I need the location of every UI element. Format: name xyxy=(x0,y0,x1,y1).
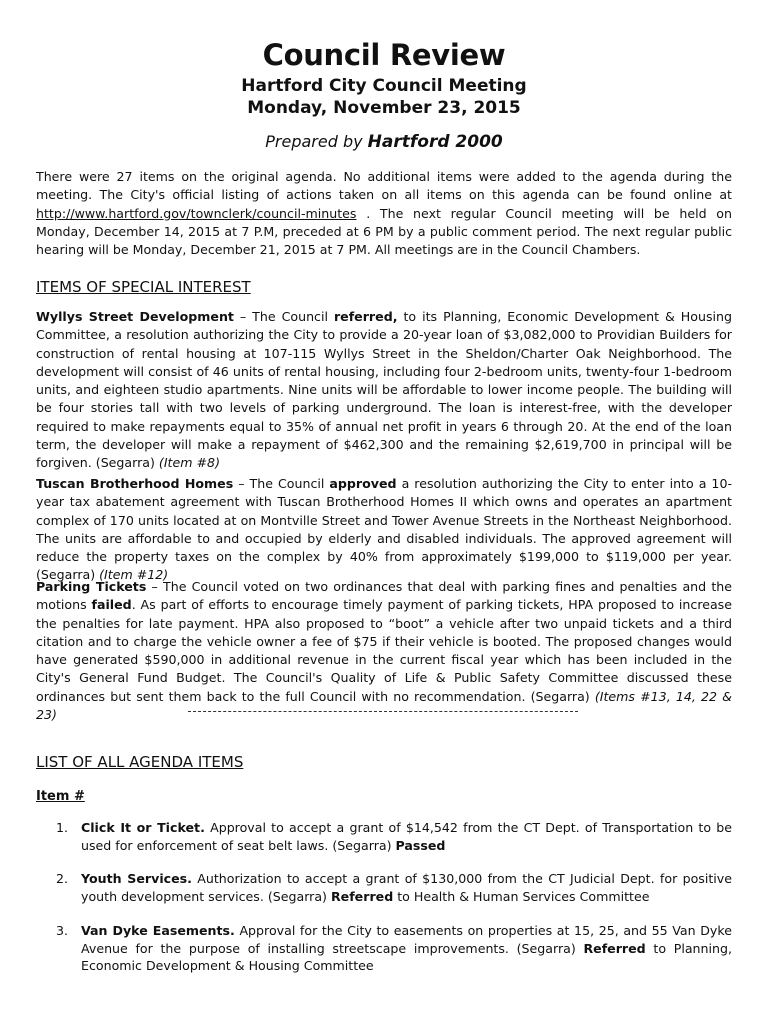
agenda-item-tail: to Health & Human Services Committee xyxy=(393,888,650,904)
page-title: Council Review xyxy=(262,38,506,72)
prepared-by-org: Hartford 2000 xyxy=(367,132,503,152)
agenda-item-action: Passed xyxy=(395,837,446,853)
item-number-subheading: Item # xyxy=(36,789,85,804)
special-item-text: to its Planning, Economic Development & Housing Committee, a resolution authorizing the City to provide a 20-year loan of $3,082,000 to Providian Builders for construction of rental housing at 107-115 Wyllys Street in the Sheldon/Charter Oak Neighborhood. The development will consist of 46 units of rental housing, including four 2-bedroom units, twenty-four 1-bedroom units, and eighteen studio apartments. Nine units will be affordable to lower income people. The building will be four stories tall with two levels of parking underground. The loan is interest-free, with the developer required to make repayments equal to 35% of annual net profit in years 6 through 20. At the end of the loan term, the developer will make a repayment of $462,300 and the remaining $2,619,700 in principal will be forgiven. (Segarra) xyxy=(36,309,732,471)
prepared-by-line xyxy=(0,132,768,152)
council-minutes-link[interactable]: http://www.hartford.gov/townclerk/council-minutes xyxy=(36,205,357,221)
special-item-parking xyxy=(36,578,732,724)
agenda-item xyxy=(56,922,732,975)
special-item-action: referred, xyxy=(333,309,398,324)
agenda-item xyxy=(56,819,732,854)
special-interest-heading: ITEMS OF SPECIAL INTEREST xyxy=(36,278,251,296)
agenda-item-title: Van Dyke Easements. xyxy=(81,923,235,938)
special-item-text: . As part of efforts to encourage timely payment of parking tickets, HPA proposed to increase the penalties for late payment. HPA also proposed to “boot” a vehicle after two unpaid tickets and a third citation and to charge the vehicle owner a fee of $75 if their vehicle is booted. The proposed changes would have generated $590,000 in additional revenue in the current fiscal year which has been included in the City's General Fund Budget. The Council's Quality of Life & Public Safety Committee discussed these ordinances but sent them back to the full Council with no recommendation. (Segarra) xyxy=(36,597,732,704)
special-item-action: failed xyxy=(91,597,132,613)
agenda-item-number: 2. xyxy=(56,871,69,886)
agenda-item-body xyxy=(81,922,732,975)
special-item-text: – The Council xyxy=(233,309,334,324)
agenda-item-action: Referred xyxy=(583,940,646,956)
special-item-wyllys xyxy=(36,308,732,473)
prepared-by-prefix: Prepared by xyxy=(265,132,363,151)
special-item-tuscan xyxy=(36,475,732,585)
agenda-item-number: 3. xyxy=(56,923,69,938)
agenda-item-body xyxy=(81,870,732,905)
intro-paragraph xyxy=(36,168,732,259)
meeting-subtitle: Hartford City Council Meeting xyxy=(241,76,527,96)
special-item-text: a resolution authorizing the City to enter into a 10-year tax abatement agreement with Tuscan Brotherhood Homes II which owns and operates an apartment complex of 170 units located at on Montville Street and Tower Avenue Streets in the Northeast Neighborhood. The units are affordable to and occupied by elderly and disabled individuals. The approved agreement will reduce the property taxes on the complex by 40% from approximately $199,000 to $119,000 per year. (Segarra) xyxy=(36,476,733,583)
special-item-ref: (Item #8) xyxy=(158,455,220,471)
agenda-item-text: Approval for the City to easements on properties at 15, 25, and 55 Van Dyke Avenue for the purpose of installing streetscape improvements. (Segarra) xyxy=(81,923,732,956)
agenda-item-body xyxy=(81,819,732,854)
intro-text-2: . The next regular Council meeting will be held on Monday, December 14, 2015 at 7 P.M, preceded at 6 PM by a public comment period. The next regular public hearing will be Monday, December 21, 2015 at 7 PM. All meetings are in the Council Chambers. xyxy=(36,205,732,258)
special-item-text: – The Council xyxy=(233,476,330,491)
agenda-item-number: 1. xyxy=(56,820,69,835)
meeting-date: Monday, November 23, 2015 xyxy=(247,98,521,118)
intro-text-1: There were 27 items on the original agenda. No additional items were added to the agenda during the meeting. The City's official listing of actions taken on all items on this agenda can be found online at xyxy=(36,169,732,203)
agenda-heading: LIST OF ALL AGENDA ITEMS xyxy=(36,753,244,771)
special-item-action: approved xyxy=(329,476,397,491)
special-item-title: Parking Tickets xyxy=(36,579,147,594)
agenda-item-action: Referred xyxy=(330,888,394,904)
agenda-item-title: Youth Services. xyxy=(81,871,192,886)
special-item-title: Tuscan Brotherhood Homes xyxy=(36,476,234,491)
special-item-text: – The Council voted on two ordinances that deal with parking fines and penalties and the motions xyxy=(36,579,732,613)
agenda-item xyxy=(56,870,732,905)
agenda-item-text: Approval to accept a grant of $14,542 from the CT Dept. of Transportation to be used for enforcement of seat belt laws. (Segarra) xyxy=(81,820,732,853)
special-item-ref: (Item #12) xyxy=(99,567,169,583)
special-item-ref: (Items #13, 14, 22 & 23) xyxy=(36,688,732,723)
agenda-item-text: Authorization to accept a grant of $130,000 from the CT Judicial Dept. for positive youth development services. (Segarra) xyxy=(81,871,732,904)
agenda-item-title: Click It or Ticket. xyxy=(81,820,205,835)
agenda-item-tail: to Planning, Economic Development & Housing Committee xyxy=(81,940,732,973)
special-item-title: Wyllys Street Development xyxy=(36,309,234,324)
section-divider xyxy=(188,711,578,712)
